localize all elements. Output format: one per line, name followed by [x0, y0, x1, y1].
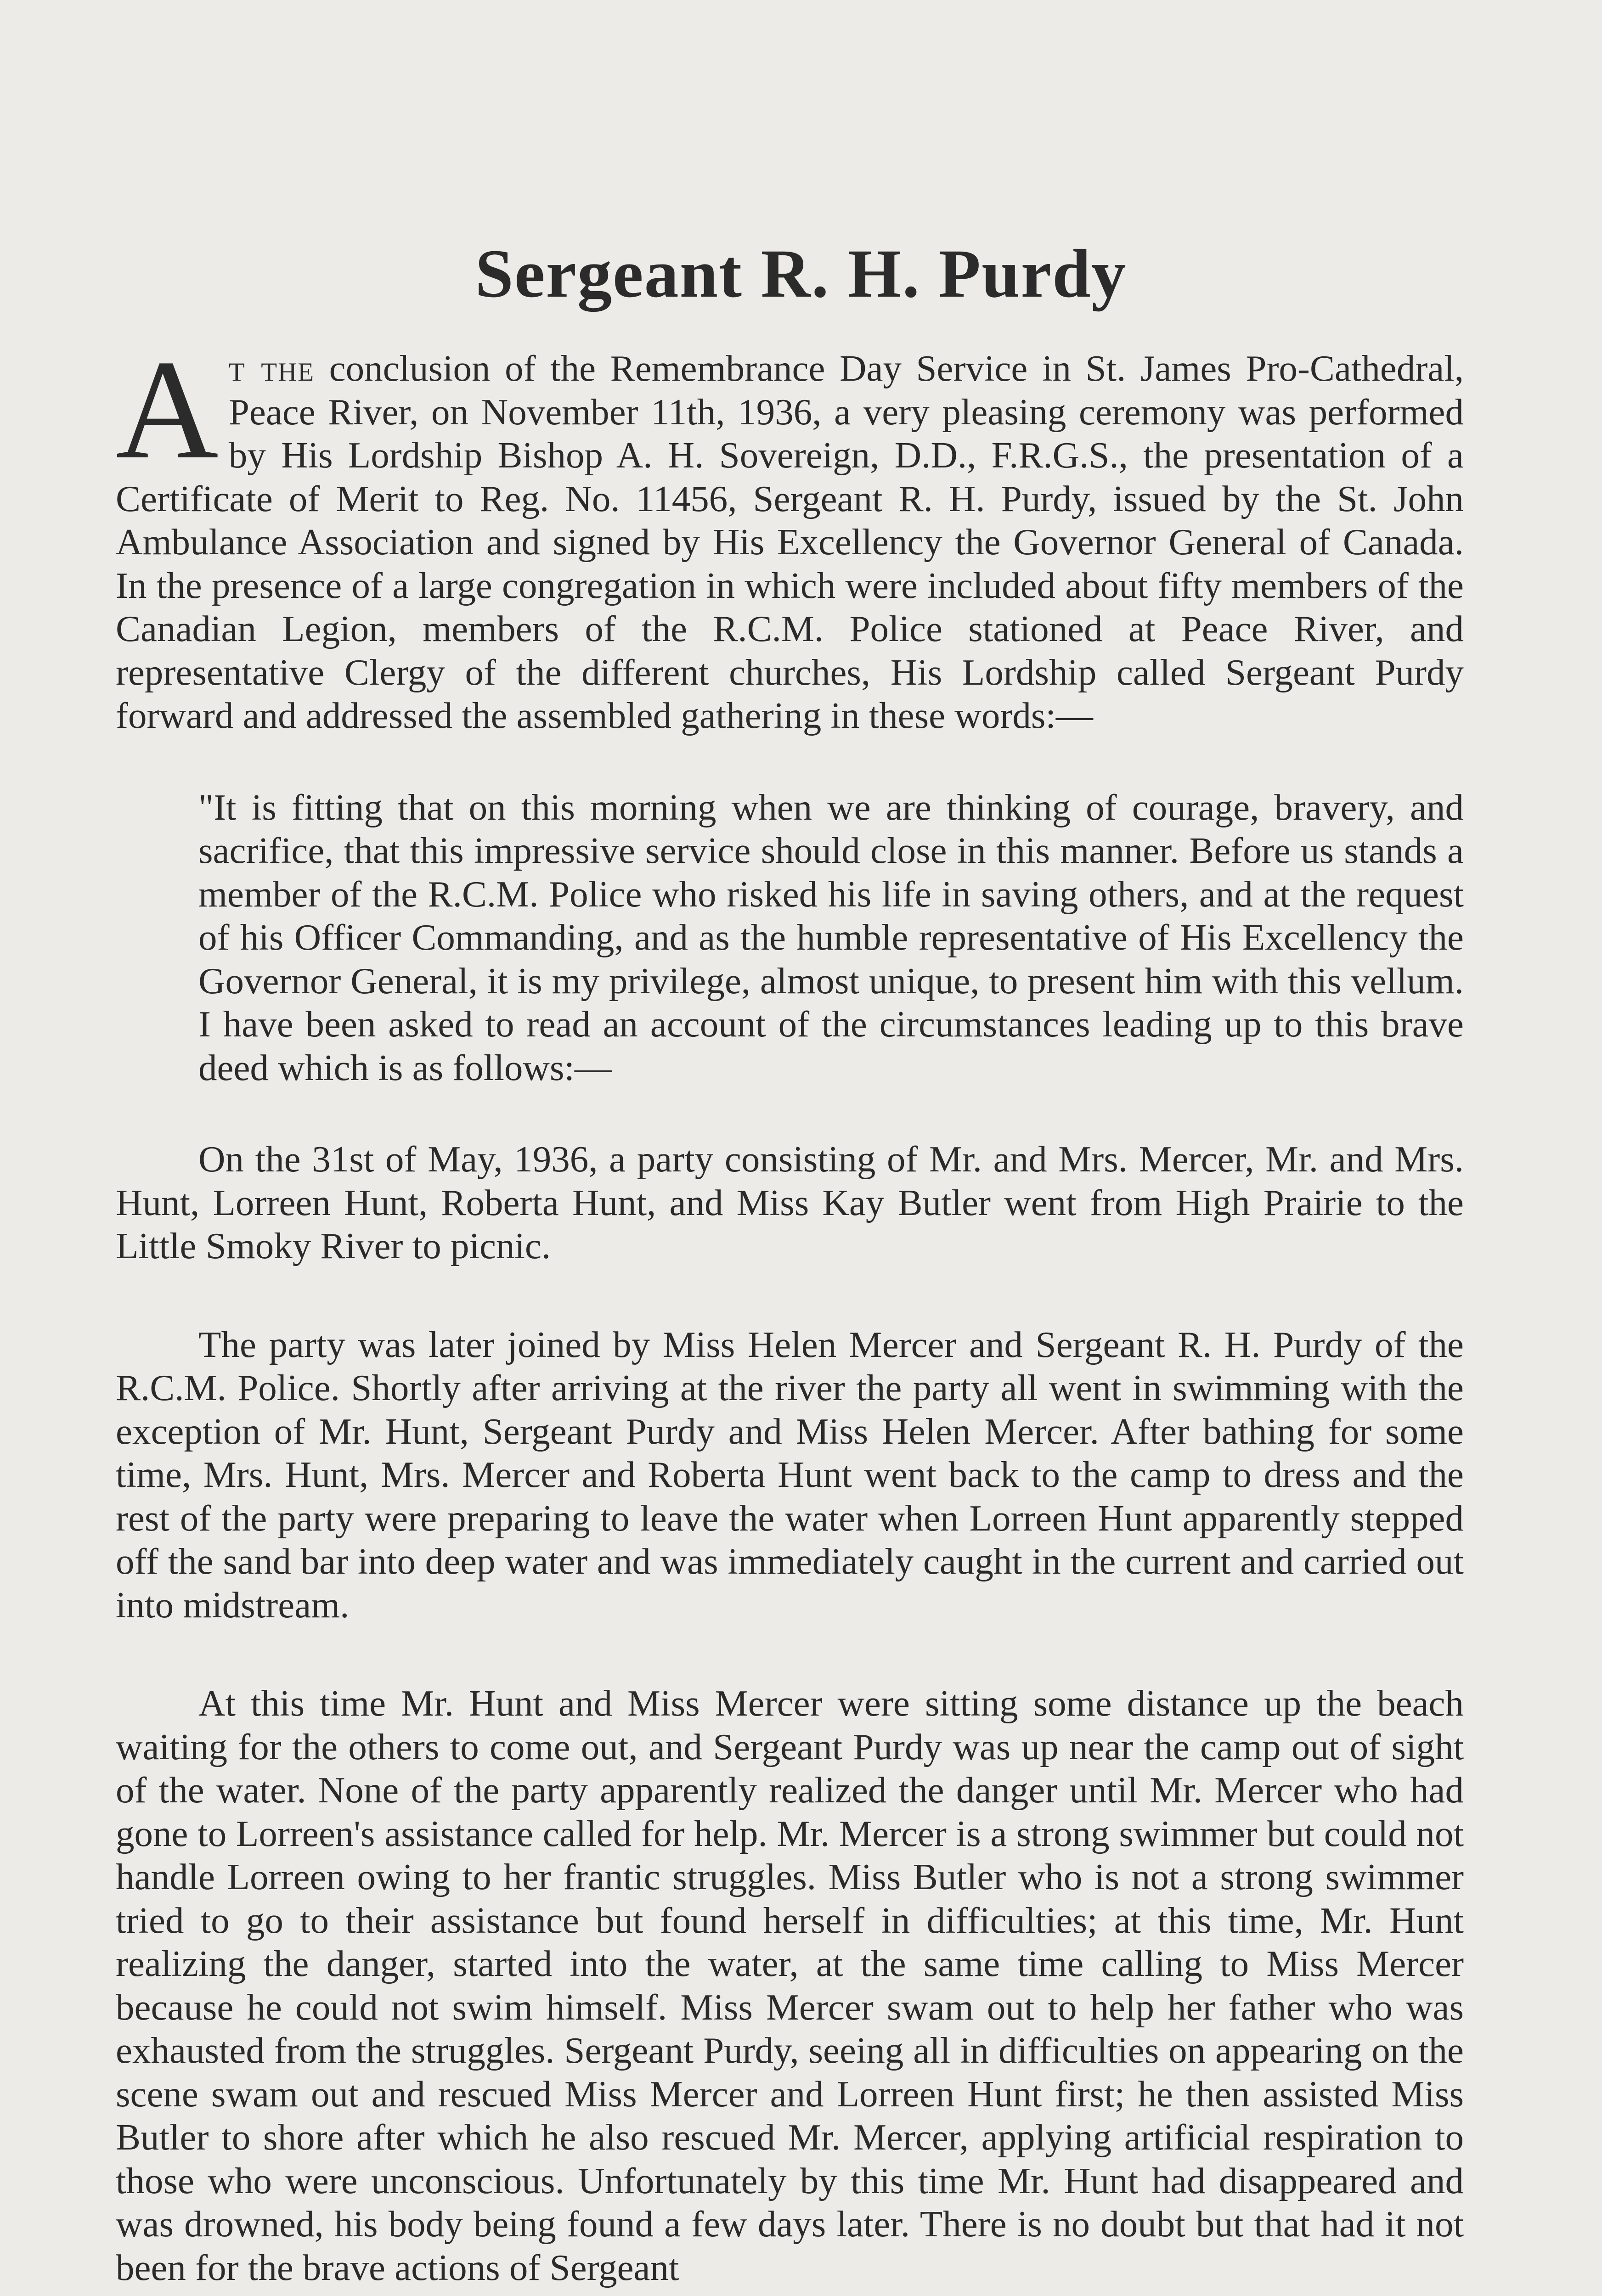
page-title: Sergeant R. H. Purdy [475, 236, 1127, 312]
intro-text: conclusion of the Remembrance Day Service in St. James Pro-Cathedral, Peace River, on November 11th, 1936, a very pleasing ceremony was performed by His Lordship Bishop A. H. Sovereign, D.D., F.R.G.S., the presentation of a Certificate of Merit to Reg. No. 11456, Sergeant R. H. Purdy, issued by the St. John Ambulance Association and signed by His Excellency the Governor General of Canada. In the presence of a large congregation in which were included about fifty members of the Canadian Legion, members of the R.C.M. Police stationed at Peace River, and representative Clergy of the different churches, His Lordship called Sergeant Purdy forward and addressed the assembled gathering in these words:— [116, 348, 1464, 736]
drop-cap: A [116, 331, 219, 489]
article-body [116, 331, 1464, 2289]
quote-paragraph: "It is fitting that on this morning when we are thinking of courage, bravery, and sacrifice, that this impressive service should close in this manner. Before us stands a member of the R.C.M. Police who risked his life in saving others, and at the request of his Officer Commanding, and as the humble representative of His Excellency the Governor General, it is my privilege, almost unique, to present him with this vellum. I have been asked to read an account of the circumstances leading up to this brave deed which is as follows:— [198, 786, 1464, 1088]
body-paragraph-1: On the 31st of May, 1936, a party consisting of Mr. and Mrs. Mercer, Mr. and Mrs. Hunt, Lorreen Hunt, Roberta Hunt, and Miss Kay Butler went from High Prairie to the Little Smoky River to picnic. [116, 1138, 1464, 1266]
lead-words: t the [228, 348, 315, 389]
body-paragraph-3: At this time Mr. Hunt and Miss Mercer were sitting some distance up the beach waiting for the others to come out, and Sergeant Purdy was up near the camp out of sight of the water. None of the party apparently realized the danger until Mr. Mercer who had gone to Lorreen's assistance called for help. Mr. Mercer is a strong swimmer but could not handle Lorreen owing to her frantic struggles. Miss Butler who is not a strong swimmer tried to go to their assistance but found herself in difficulties; at this time, Mr. Hunt realizing the danger, started into the water, at the same time calling to Miss Mercer because he could not swim himself. Miss Mercer swam out to help her father who was exhausted from the struggles. Sergeant Purdy, seeing all in difficulties on appearing on the scene swam out and rescued Miss Mercer and Lorreen Hunt first; he then assisted Miss Butler to shore after which he also rescued Mr. Mercer, applying artificial respiration to those who were unconscious. Unfortunately by this time Mr. Hunt had disappeared and was drowned, his body being found a few days later. There is no doubt but that had it not been for the brave actions of Sergeant [116, 1683, 1464, 2288]
intro-paragraph [116, 331, 1464, 737]
body-paragraph-2: The party was later joined by Miss Helen Mercer and Sergeant R. H. Purdy of the R.C.M. Police. Shortly after arriving at the river the party all went in swimming with the exception of Mr. Hunt, Sergeant Purdy and Miss Helen Mercer. After bathing for some time, Mrs. Hunt, Mrs. Mercer and Roberta Hunt went back to the camp to dress and the rest of the party were preparing to leave the water when Lorreen Hunt apparently stepped off the sand bar into deep water and was immediately caught in the current and carried out into midstream. [116, 1323, 1464, 1626]
